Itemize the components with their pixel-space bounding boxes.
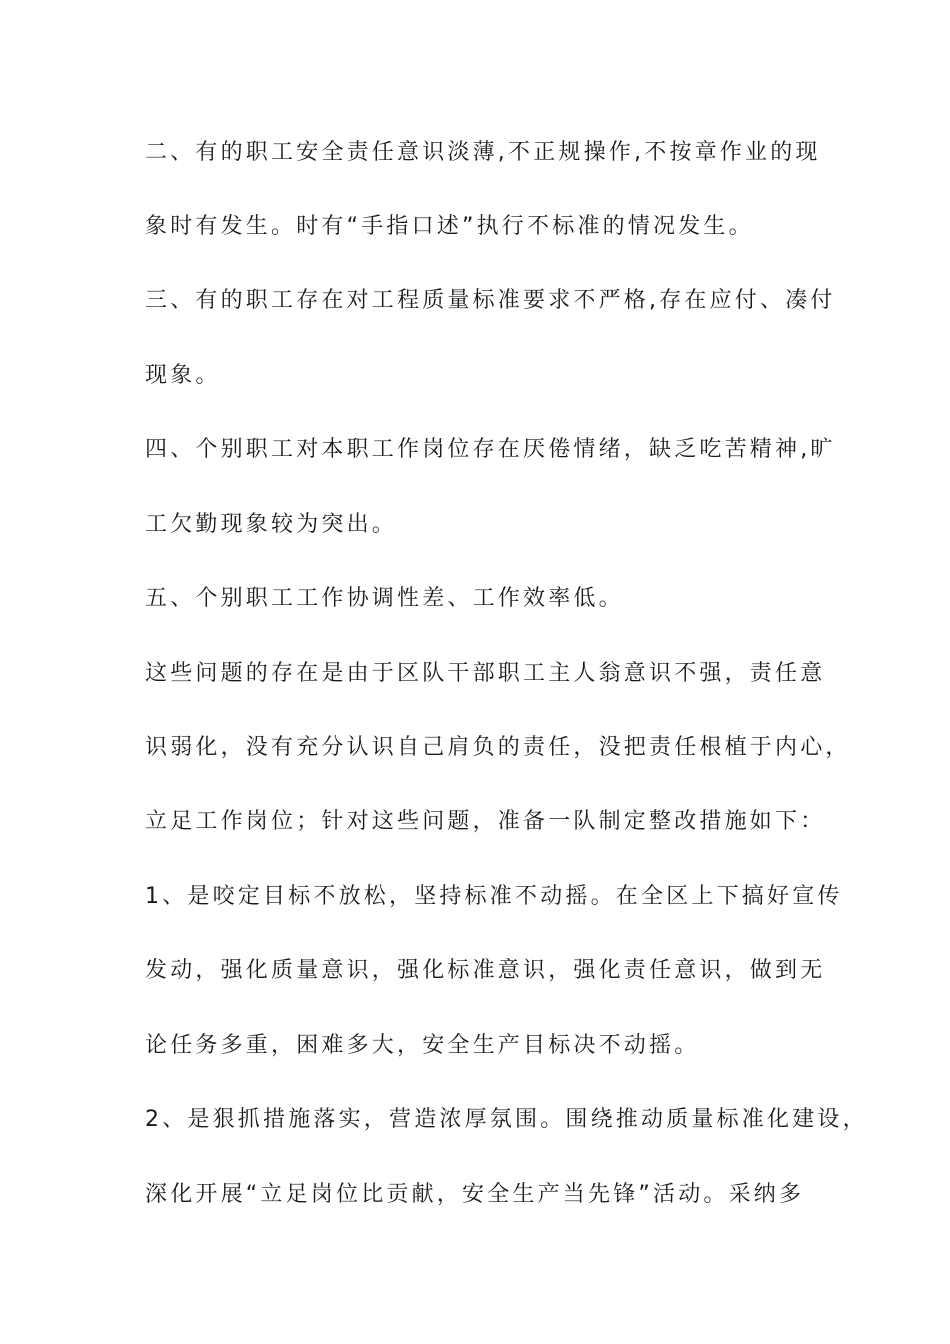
text-line-12: 发动，强化质量意识，强化标准意识，强化责任意识，做到无: [145, 958, 826, 983]
text-line-2: 象时有发生。时有“手指口述”执行不标准的情况发生。: [145, 214, 754, 239]
text-line-7: 五、个别职工工作协调性差、工作效率低。: [145, 586, 624, 611]
text-line-13: 论任务多重，困难多大，安全生产目标决不动摇。: [145, 1033, 700, 1058]
text-line-1: 二、有的职工安全责任意识淡薄,不正规操作,不按章作业的现: [145, 140, 821, 165]
text-line-4: 现象。: [145, 363, 221, 388]
text-line-5: 四、个别职工对本职工作岗位存在厌倦情绪，缺乏吃苦精神,旷: [145, 437, 836, 462]
text-line-11: 1、是咬定目标不放松，坚持标准不动摇。在全区上下搞好宣传: [145, 884, 843, 909]
text-line-8: 这些问题的存在是由于区队干部职工主人翁意识不强，责任意: [145, 661, 826, 686]
text-line-9: 识弱化，没有充分认识自己肩负的责任，没把责任根植于内心，: [145, 735, 851, 760]
text-line-15: 深化开展“立足岗位比贡献，安全生产当先锋”活动。采纳多: [145, 1182, 805, 1207]
text-line-10: 立足工作岗位；针对这些问题，准备一队制定整改措施如下：: [145, 809, 826, 834]
text-line-6: 工欠勤现象较为突出。: [145, 512, 398, 537]
text-line-14: 2、是狠抓措施落实，营造浓厚氛围。围绕推动质量标准化建设，: [145, 1107, 868, 1132]
text-line-3: 三、有的职工存在对工程质量标准要求不严格,存在应付、凑付: [145, 288, 836, 313]
